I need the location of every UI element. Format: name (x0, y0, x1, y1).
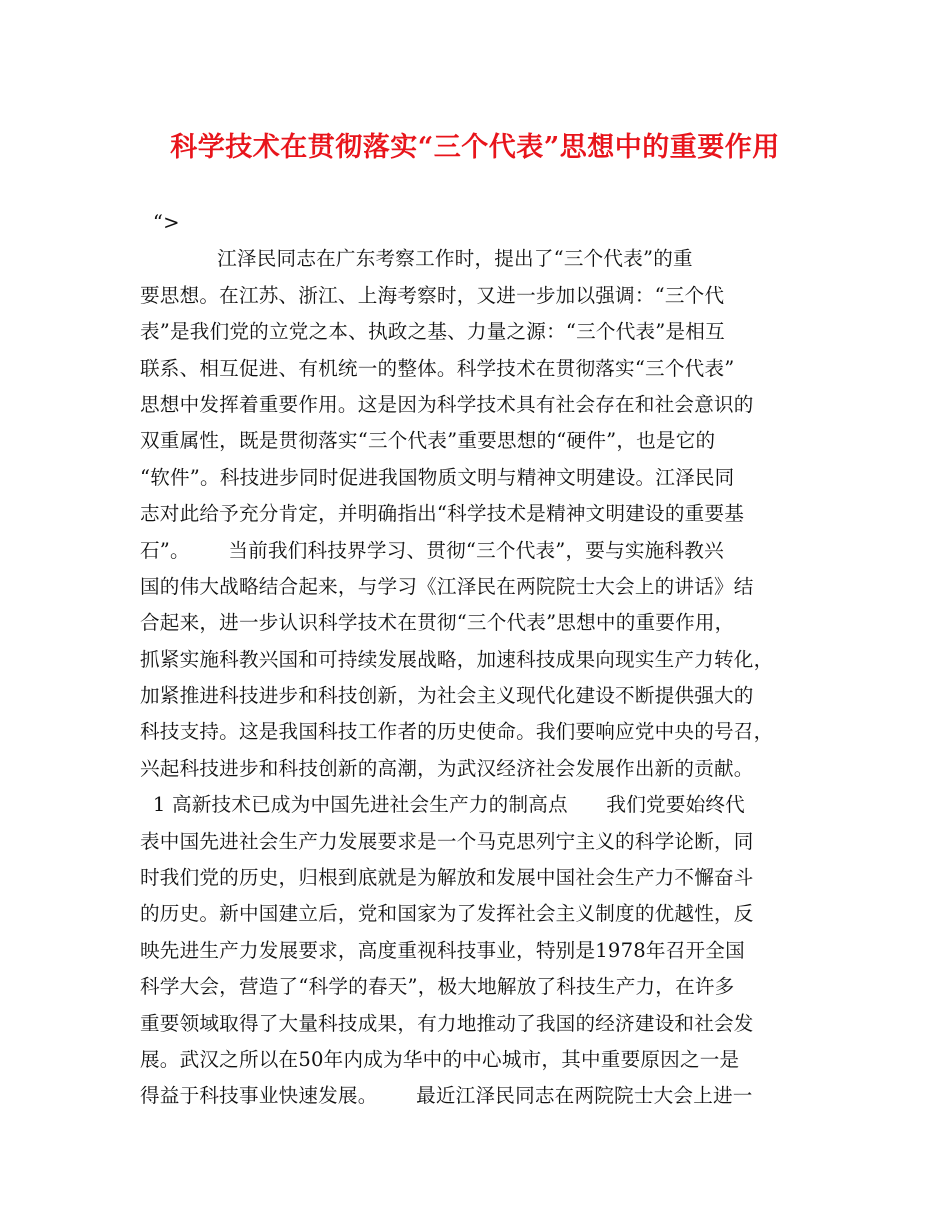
text-line: 志对此给予充分肯定，并明确指出“科学技术是精神文明建设的重要基 (140, 502, 745, 526)
text-line: 重要领域取得了大量科技成果，有力地推动了我国的经济建设和社会发 (140, 1011, 754, 1035)
text-line: 江泽民同志在广东考察工作时，提出了“三个代表”的重 (140, 247, 693, 271)
text-line: 思想中发挥着重要作用。这是因为科学技术具有社会存在和社会意识的 (140, 392, 754, 416)
text-line: 科技支持。这是我国科技工作者的历史使命。我们要响应党中央的号召， (140, 720, 774, 744)
text-line: 加紧推进科技进步和科技创新，为社会主义现代化建设不断提供强大的 (140, 684, 754, 708)
text-line: 时我们党的历史，归根到底就是为解放和发展中国社会生产力不懈奋斗 (140, 866, 754, 890)
text-line: 得益于科技事业快速发展。 最近江泽民同志在两院院士大会上进一 (140, 1084, 753, 1108)
text-line: 合起来，进一步认识科学技术在贯彻“三个代表”思想中的重要作用， (140, 611, 735, 635)
text-line: 联系、相互促进、有机统一的整体。科学技术在贯彻落实“三个代表” (140, 356, 735, 380)
text-line: 兴起科技进步和科技创新的高潮，为武汉经济社会发展作出新的贡献。 (140, 756, 754, 780)
text-line: 映先进生产力发展要求，高度重视科技事业，特别是1978年召开全国 (140, 938, 745, 962)
text-line: 展。武汉之所以在50年内成为华中的中心城市，其中重要原因之一是 (140, 1047, 740, 1071)
text-line: 的历史。新中国建立后，党和国家为了发挥社会主义制度的优越性，反 (140, 902, 754, 926)
text-line: 国的伟大战略结合起来，与学习《江泽民在两院院士大会上的讲话》结 (140, 574, 754, 598)
text-line: “软件”。科技进步同时促进我国物质文明与精神文明建设。江泽民同 (140, 465, 735, 489)
document-title: 科学技术在贯彻落实“三个代表”思想中的重要作用 (170, 132, 780, 163)
text-line: 双重属性，既是贯彻落实“三个代表”重要思想的“硬件”，也是它的 (140, 429, 716, 453)
text-line: “> (140, 211, 180, 234)
text-line: 要思想。在江苏、浙江、上海考察时，又进一步加以强调：“三个代 (140, 283, 725, 307)
text-line: 科学大会，营造了“科学的春天”，极大地解放了科技生产力，在许多 (140, 975, 735, 999)
text-line: 抓紧实施科教兴国和可持续发展战略，加速科技成果向现实生产力转化， (140, 647, 774, 671)
text-line: 石”。 当前我们科技界学习、贯彻“三个代表”，要与实施科教兴 (140, 538, 724, 562)
text-line: 表中国先进社会生产力发展要求是一个马克思列宁主义的科学论断，同 (140, 829, 754, 853)
text-line: 1 高新技术已成为中国先进社会生产力的制高点 我们党要始终代 (140, 793, 745, 817)
document-body (140, 205, 820, 1115)
text-line: 表”是我们党的立党之本、执政之基、力量之源：“三个代表”是相互 (140, 320, 725, 344)
